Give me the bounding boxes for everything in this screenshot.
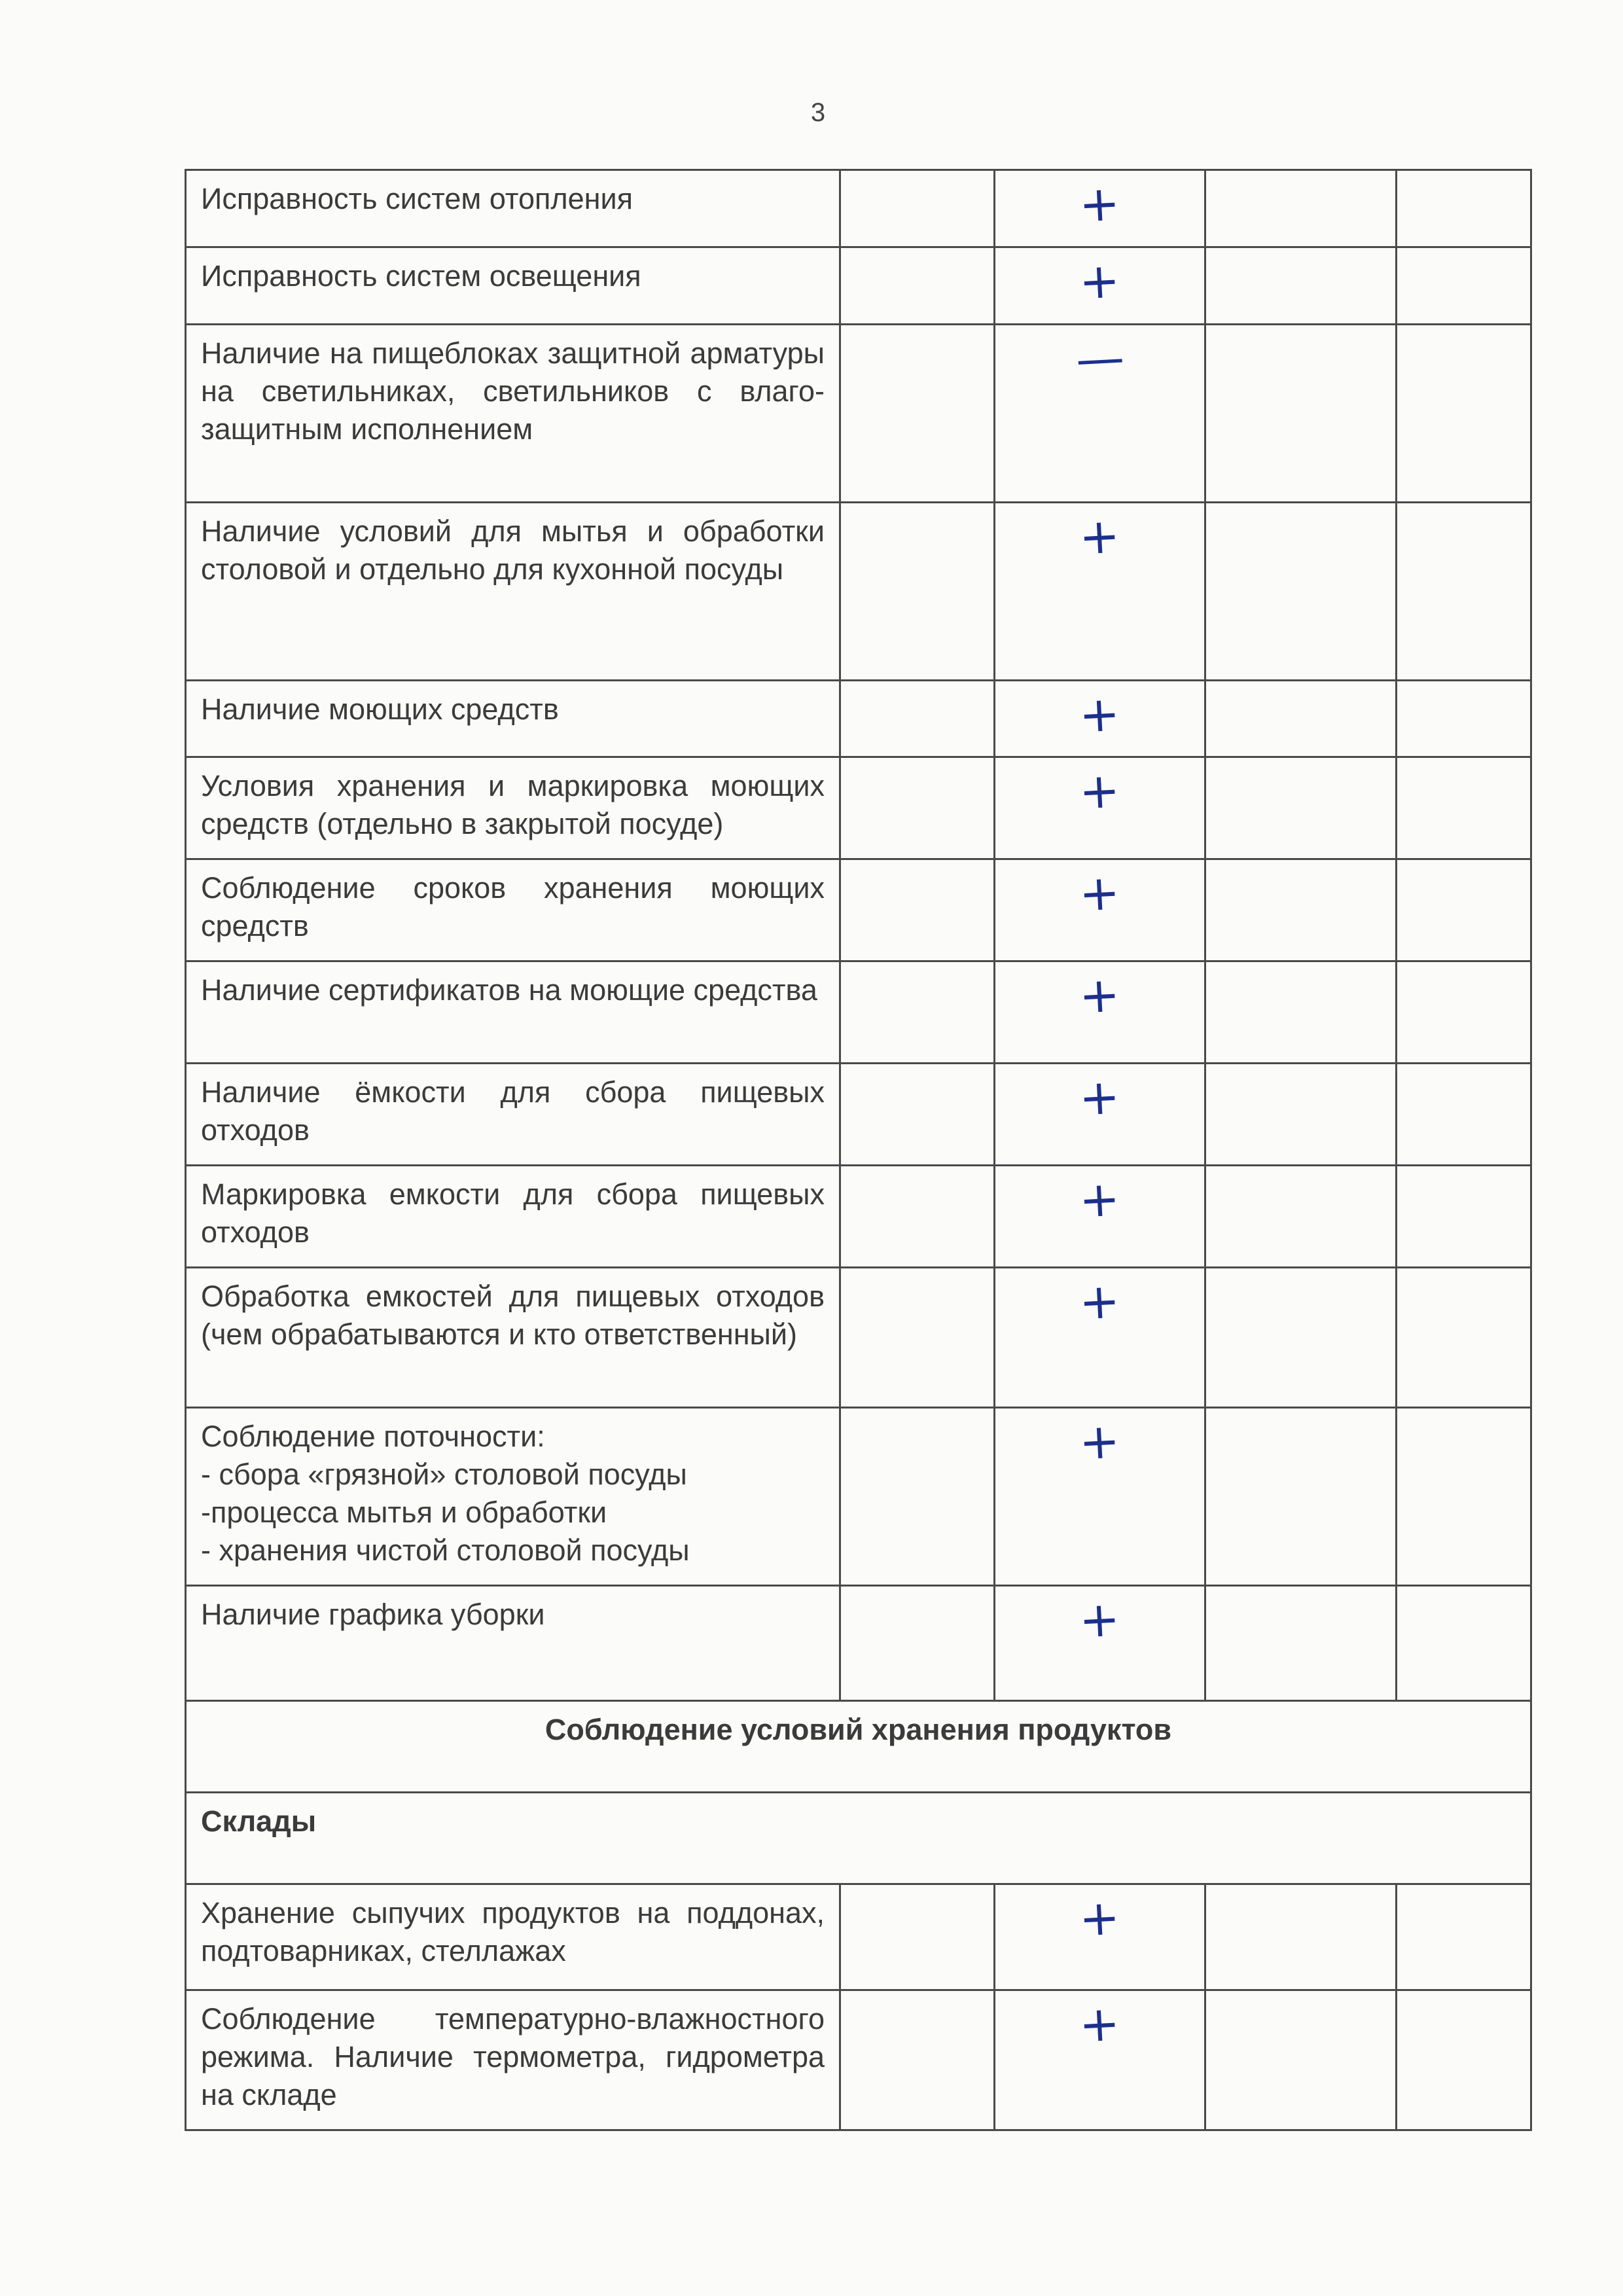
empty-cell	[840, 1586, 995, 1701]
empty-cell	[840, 1884, 995, 1990]
table-row	[186, 1408, 1531, 1586]
empty-cell	[1205, 1268, 1397, 1408]
handwritten-mark: +	[1078, 762, 1122, 821]
mark-cell	[995, 1166, 1205, 1268]
handwritten-mark: +	[1078, 1272, 1122, 1331]
empty-cell	[1397, 170, 1531, 247]
criterion-line: -процесса мытья и обработки	[201, 1496, 607, 1529]
empty-cell	[1205, 1586, 1397, 1701]
handwritten-mark: +	[1078, 1170, 1122, 1229]
criterion-text: Хранение сыпучих продуктов на поддонах, подтоварниках, стеллажах	[186, 1884, 840, 1990]
empty-cell	[1397, 681, 1531, 757]
mark-cell	[995, 170, 1205, 247]
empty-cell	[1205, 681, 1397, 757]
empty-cell	[840, 1990, 995, 2130]
table-row	[186, 1166, 1531, 1268]
mark-cell	[995, 1408, 1205, 1586]
handwritten-mark: +	[1078, 685, 1122, 744]
mark-cell	[995, 325, 1205, 503]
table-row	[186, 503, 1531, 681]
criterion-text: Наличие сертификатов на моющие средства	[186, 961, 840, 1064]
mark-cell	[995, 757, 1205, 859]
mark-cell	[995, 1586, 1205, 1701]
criterion-line: Соблюдение поточности:	[201, 1420, 545, 1453]
empty-cell	[1205, 170, 1397, 247]
criterion-text: Соблюдение сроков хранения моющих средств	[186, 859, 840, 961]
empty-cell	[840, 961, 995, 1064]
handwritten-mark: +	[1078, 1995, 1122, 2054]
table-row	[186, 961, 1531, 1064]
empty-cell	[1205, 1064, 1397, 1166]
mark-cell	[995, 1268, 1205, 1408]
handwritten-mark: +	[1078, 507, 1122, 566]
empty-cell	[1205, 961, 1397, 1064]
criterion-text: Условия хранения и маркировка моющих средств (отдельно в закрытой посуде)	[186, 757, 840, 859]
handwritten-mark: +	[1078, 1068, 1122, 1127]
empty-cell	[1397, 1268, 1531, 1408]
empty-cell	[1397, 757, 1531, 859]
mark-cell	[995, 961, 1205, 1064]
empty-cell	[840, 1408, 995, 1586]
criterion-text: Наличие условий для мытья и обработки столовой и отдельно для кухонной посуды	[186, 503, 840, 681]
empty-cell	[840, 1268, 995, 1408]
handwritten-mark: —	[1074, 329, 1126, 388]
criterion-text: Исправность систем отопления	[186, 170, 840, 247]
empty-cell	[840, 1166, 995, 1268]
empty-cell	[840, 247, 995, 325]
table-row	[186, 1064, 1531, 1166]
criterion-text: Наличие моющих средств	[186, 681, 840, 757]
handwritten-mark: +	[1078, 1590, 1122, 1649]
empty-cell	[1205, 1166, 1397, 1268]
empty-cell	[1205, 247, 1397, 325]
mark-cell	[995, 1064, 1205, 1166]
section-row	[186, 1701, 1531, 1793]
empty-cell	[1397, 247, 1531, 325]
criterion-line: - хранения чистой столовой посуды	[201, 1534, 690, 1567]
empty-cell	[1397, 859, 1531, 961]
handwritten-mark: +	[1078, 175, 1122, 234]
table-row	[186, 1586, 1531, 1701]
empty-cell	[840, 681, 995, 757]
criterion-text: Соблюдение температурно-влажностного режима. Наличие термометра, гидрометра на складе	[186, 1990, 840, 2130]
subsection-row	[186, 1793, 1531, 1884]
page-number: 3	[810, 98, 826, 127]
empty-cell	[840, 503, 995, 681]
mark-cell	[995, 681, 1205, 757]
table-row	[186, 859, 1531, 961]
empty-cell	[1397, 1586, 1531, 1701]
handwritten-mark: +	[1078, 1889, 1122, 1948]
mark-cell	[995, 503, 1205, 681]
criterion-line: - сбора «грязной» столовой посуды	[201, 1458, 687, 1491]
empty-cell	[1205, 503, 1397, 681]
handwritten-mark: +	[1078, 1412, 1122, 1471]
empty-cell	[1397, 1884, 1531, 1990]
table-row	[186, 247, 1531, 325]
criterion-text: Наличие на пищеблоках защитной арматуры на светильниках, светильников с влаго-защитным исполнением	[186, 325, 840, 503]
empty-cell	[1205, 1408, 1397, 1586]
empty-cell	[840, 859, 995, 961]
handwritten-mark: +	[1078, 252, 1122, 311]
section-title: Соблюдение условий хранения продуктов	[186, 1701, 1531, 1793]
handwritten-mark: +	[1078, 864, 1122, 923]
criterion-text: Маркировка емкости для сбора пищевых отходов	[186, 1166, 840, 1268]
empty-cell	[1397, 1166, 1531, 1268]
handwritten-mark: +	[1078, 966, 1122, 1025]
table-row	[186, 1884, 1531, 1990]
empty-cell	[840, 757, 995, 859]
empty-cell	[1205, 859, 1397, 961]
criterion-text: Наличие ёмкости для сбора пищевых отходов	[186, 1064, 840, 1166]
table-row	[186, 325, 1531, 503]
empty-cell	[840, 325, 995, 503]
table-row	[186, 170, 1531, 247]
empty-cell	[1397, 325, 1531, 503]
mark-cell	[995, 1990, 1205, 2130]
mark-cell	[995, 859, 1205, 961]
empty-cell	[1205, 325, 1397, 503]
empty-cell	[840, 170, 995, 247]
checklist-table	[185, 169, 1532, 2131]
empty-cell	[1397, 503, 1531, 681]
empty-cell	[1397, 1064, 1531, 1166]
table-row	[186, 1990, 1531, 2130]
empty-cell	[1205, 1884, 1397, 1990]
empty-cell	[1397, 1990, 1531, 2130]
empty-cell	[1397, 1408, 1531, 1586]
criterion-text: Обработка емкостей для пищевых отходов (чем обрабатываются и кто ответственный)	[186, 1268, 840, 1408]
table-row	[186, 757, 1531, 859]
table-row	[186, 681, 1531, 757]
empty-cell	[1205, 757, 1397, 859]
criterion-text: Наличие графика уборки	[186, 1586, 840, 1701]
criterion-text	[186, 1408, 840, 1586]
criterion-text: Исправность систем освещения	[186, 247, 840, 325]
mark-cell	[995, 1884, 1205, 1990]
table-row	[186, 1268, 1531, 1408]
empty-cell	[840, 1064, 995, 1166]
subsection-title: Склады	[186, 1793, 1531, 1884]
mark-cell	[995, 247, 1205, 325]
empty-cell	[1205, 1990, 1397, 2130]
empty-cell	[1397, 961, 1531, 1064]
